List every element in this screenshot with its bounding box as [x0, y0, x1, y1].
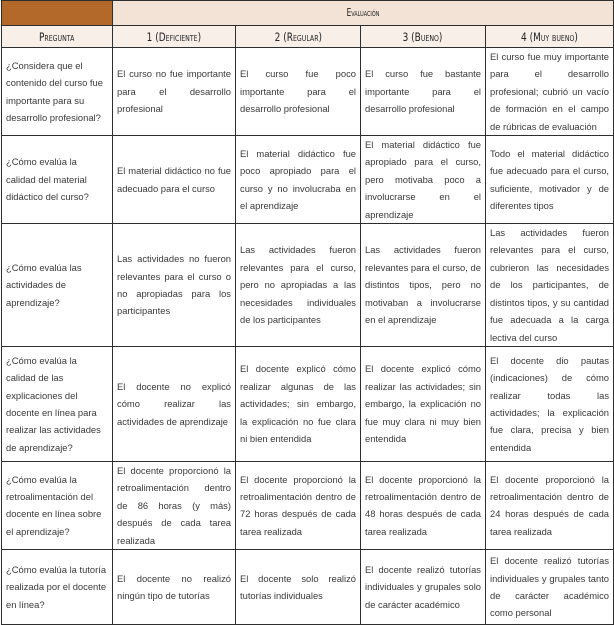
answer-cell-level-4: El curso fue muy importante para el desarrollo profesional; cubrió un vacío de formación en el campo de rúbricas de evaluación: [486, 48, 614, 136]
answer-cell-level-1: El docente no realizó ningún tipo de tutorías: [113, 549, 236, 624]
table-row: [2, 136, 614, 224]
answer-cell-level-2: El docente solo realizó tutorías individuales: [236, 549, 361, 624]
question-cell: ¿Cómo evalúa la tutoría realizada por el docente en línea?: [2, 549, 113, 624]
evaluation-rubric-table: [1, 0, 614, 625]
answer-cell-level-2: El docente explicó cómo realizar algunas de las actividades; sin embargo, la explicación no fue clara ni bien entendida: [236, 346, 361, 461]
answer-cell-level-4: El docente realizó tutorías individuales y grupales tanto de carácter académico como personal: [486, 549, 614, 624]
level-3-label: 3 (Bueno): [403, 29, 443, 44]
answer-cell-level-1: Las actividades no fueron relevantes para el curso o no apropiadas para los participantes: [113, 224, 236, 347]
answer-cell-level-4: Las actividades fueron relevantes para el curso, cubrieron las necesidades de los participantes, de distintos tipos, y su cantidad fue adecuada a la carga lectiva del curso: [486, 224, 614, 347]
evaluation-group-label: Evaluación: [346, 7, 380, 19]
level-1-header: [113, 26, 236, 48]
answer-cell-level-3: El material didáctico fue apropiado para el curso, pero motivaba poco a involucrarse en el aprendizaje: [361, 136, 486, 224]
answer-cell-level-3: Las actividades fueron relevantes para el curso, de distintos tipos, pero no motivaban a involucrarse en el aprendizaje: [361, 224, 486, 347]
question-cell: ¿Cómo evalúa las actividades de aprendizaje?: [2, 224, 113, 347]
question-cell: ¿Cómo evalúa la calidad del material didáctico del curso?: [2, 136, 113, 224]
header-row-group: [2, 1, 614, 26]
table-row: [2, 224, 614, 347]
answer-cell-level-1: El material didáctico no fue adecuado para el curso: [113, 136, 236, 224]
answer-cell-level-1: El docente proporcionó la retroalimentación dentro de 86 horas (y más) después de cada tarea realizada: [113, 461, 236, 549]
answer-cell-level-3: El docente proporcionó la retroalimentación dentro de 48 horas después de cada tarea realizada: [361, 461, 486, 549]
question-column-label: Pregunta: [39, 29, 75, 44]
header-corner-cell: [2, 1, 113, 26]
level-3-header: [361, 26, 486, 48]
table-row: [2, 48, 614, 136]
level-4-label: 4 (Muy bueno): [521, 29, 578, 44]
table-row: [2, 346, 614, 461]
answer-cell-level-4: El docente dio pautas (indicaciones) de cómo realizar todas las actividades; la explicación fue clara, precisa y bien entendida: [486, 346, 614, 461]
answer-cell-level-2: El material didáctico fue poco apropiado para el curso y no involucraba en el aprendizaje: [236, 136, 361, 224]
table-row: [2, 549, 614, 624]
level-1-label: 1 (Deficiente): [146, 29, 202, 44]
level-2-label: 2 (Regular): [274, 29, 322, 44]
answer-cell-level-3: El docente explicó cómo realizar las actividades; sin embargo, la explicación no fue muy clara ni muy bien entendida: [361, 346, 486, 461]
level-2-header: [236, 26, 361, 48]
answer-cell-level-4: Todo el material didáctico fue adecuado para el curso, suficiente, motivador y de diferentes tipos: [486, 136, 614, 224]
question-column-header: [2, 26, 113, 48]
question-cell: ¿Cómo evalúa la calidad de las explicaciones del docente en línea para realizar las actividades de aprendizaje?: [2, 346, 113, 461]
table-row: [2, 461, 614, 549]
answer-cell-level-1: El docente no explicó cómo realizar las actividades de aprendizaje: [113, 346, 236, 461]
answer-cell-level-1: El curso no fue importante para el desarrollo profesional: [113, 48, 236, 136]
answer-cell-level-3: El curso fue bastante importante para el desarrollo profesional: [361, 48, 486, 136]
answer-cell-level-4: El docente proporcionó la retroalimentación dentro de 24 horas después de cada tarea realizada: [486, 461, 614, 549]
level-4-header: [486, 26, 614, 48]
evaluation-group-header: [113, 1, 614, 26]
answer-cell-level-3: El docente realizó tutorías individuales y grupales solo de carácter académico: [361, 549, 486, 624]
answer-cell-level-2: El curso fue poco importante para el desarrollo profesional: [236, 48, 361, 136]
question-cell: ¿Considera que el contenido del curso fue importante para su desarrollo profesional?: [2, 48, 113, 136]
question-cell: ¿Cómo evalúa la retroalimentación del docente en línea sobre el aprendizaje?: [2, 461, 113, 549]
header-row-columns: [2, 26, 614, 48]
answer-cell-level-2: El docente proporcionó la retroalimentación dentro de 72 horas después de cada tarea realizada: [236, 461, 361, 549]
answer-cell-level-2: Las actividades fueron relevantes para el curso, pero no apropiadas a las necesidades individuales de los participantes: [236, 224, 361, 347]
